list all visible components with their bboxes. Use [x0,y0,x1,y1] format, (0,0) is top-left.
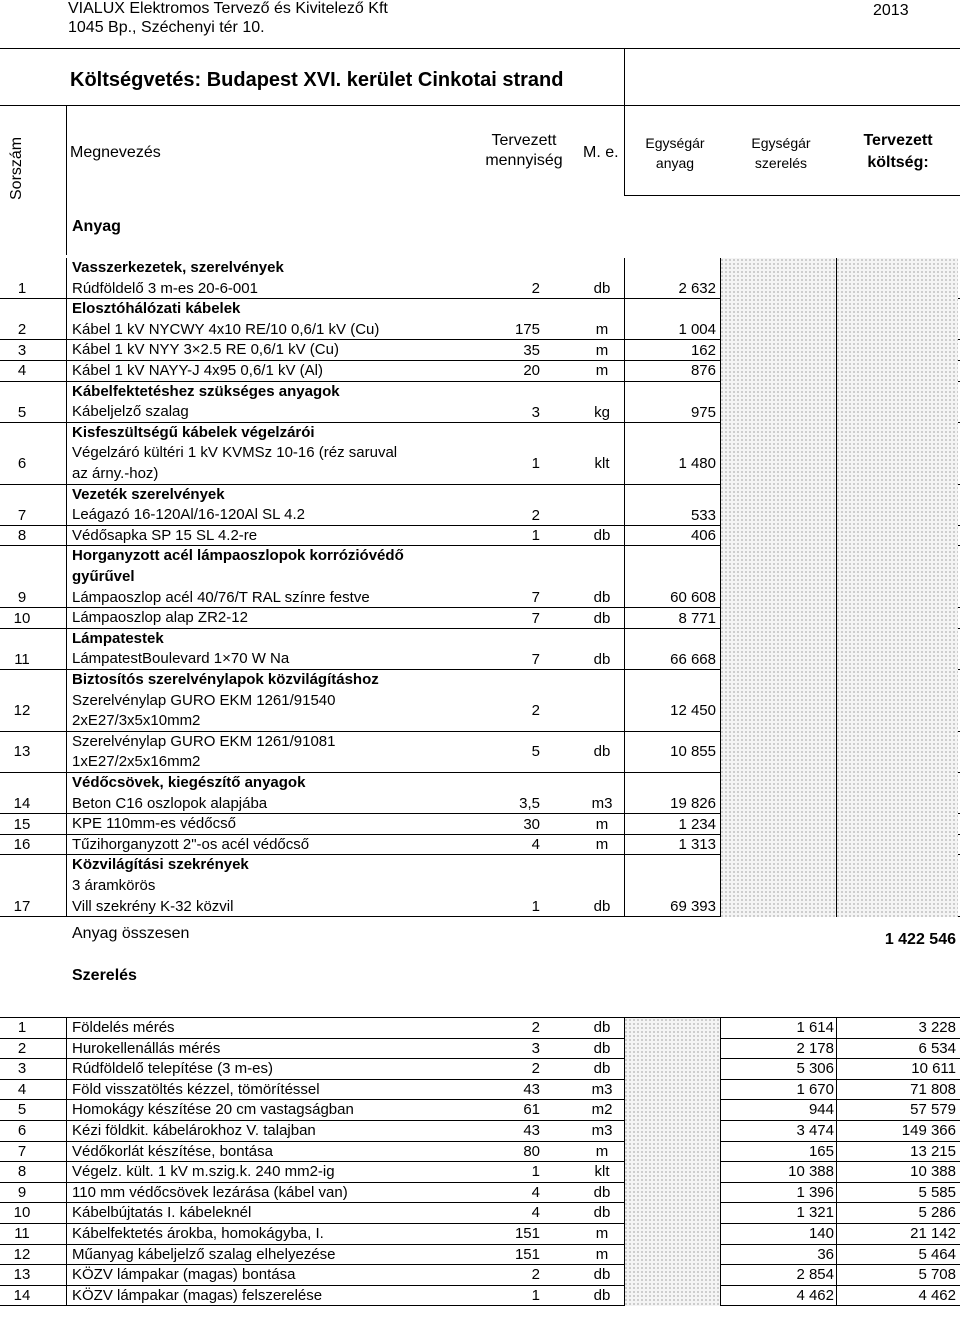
row-name: Kábel 1 kV NAYY-J 4x95 0,6/1 kV (Al) [72,362,323,379]
row-unit-price-material: 1 480 [678,455,716,472]
row-number: 11 [14,650,30,668]
row-name: Földelés mérés [72,1019,175,1036]
row-number: 8 [17,1163,27,1181]
group-heading: Védőcsövek, kiegészítő anyagok [72,774,306,791]
group-heading: Elosztóhálózati kábelek [72,300,241,318]
row-quantity: 1 [531,455,540,472]
row-number: 17 [13,897,31,915]
row-unit: db [593,1183,611,1201]
row-total-cost: 5 286 [918,1204,956,1222]
col-mennyiseg-2: mennyiség [485,152,563,169]
row-number: 7 [17,506,27,524]
col-koltseg-1: Tervezett [863,132,933,149]
company-address: 1045 Bp., Széchenyi tér 10. [68,19,265,36]
row-rule [0,1161,960,1162]
row-unit: db [593,1019,611,1036]
row-name: Beton C16 oszlopok alapjába [72,794,268,812]
row-number: 2 [17,1039,27,1057]
row-quantity: 151 [514,1225,540,1242]
row-rule [0,1223,960,1224]
row-unit: db [593,1286,611,1304]
row-name: KÖZV lámpakar (magas) bontása [72,1266,296,1284]
row-quantity: 4 [531,1204,540,1222]
summary-label: Anyag összesen [72,925,190,943]
row-unit-price-labor: 944 [808,1101,834,1119]
header-rule [624,105,625,195]
row-quantity: 2 [531,1266,540,1284]
col-mennyiseg-1: Tervezett [491,132,557,149]
row-total-cost: 71 808 [910,1080,956,1098]
row-unit: m [595,321,609,339]
row-unit-price-labor: 1 614 [796,1019,834,1036]
row-total-cost: 5 708 [918,1266,956,1284]
row-unit-price-material: 406 [690,527,716,545]
group-heading: Biztosítós szerelvénylapok közvilágításhoz [72,671,379,688]
row-name: Homokágy készítése 20 cm vastagságban [72,1101,354,1119]
row-unit: m [595,1225,609,1242]
row-quantity: 2 [531,1060,540,1078]
row-unit: db [593,743,611,761]
row-quantity: 7 [531,609,540,627]
row-unit: kg [594,403,610,421]
row-name: Szerelvénylap GURO EKM 1261/91081 [72,732,336,750]
row-number: 6 [17,1122,27,1139]
row-unit-price-material: 66 668 [670,650,716,668]
row-unit-price-labor: 1 670 [796,1080,834,1098]
row-number: 9 [17,1183,27,1201]
row-name: Kábeljelző szalag [72,403,189,421]
row-unit-price-material: 162 [690,341,716,359]
row-unit-price-material: 1 004 [678,321,716,339]
row-unit-price-material: 876 [690,362,716,380]
row-total-cost: 13 215 [910,1142,956,1160]
row-number: 10 [13,609,31,627]
row-quantity: 1 [531,897,540,915]
row-unit-price-labor: 3 474 [796,1122,834,1139]
row-unit-price-material: 1 234 [678,815,716,833]
row-name: Leágazó 16-120Al/16-120Al SL 4.2 [72,506,305,524]
header-rule [66,105,67,255]
col-koltseg-2: költség: [867,154,929,171]
row-quantity: 2 [531,702,540,720]
row-quantity: 7 [531,588,540,606]
row-name: Kábel 1 kV NYCWY 4x10 RE/10 0,6/1 kV (Cu) [72,320,380,338]
row-number: 4 [17,1080,27,1098]
column-rule [720,1018,721,1306]
group-heading: Kisfeszültségű kábelek végelzárói [72,423,315,441]
row-rule [0,1244,960,1245]
row-unit: m3 [591,1080,613,1098]
group-heading: gyűrűvel [72,568,135,585]
row-total-cost: 4 462 [918,1286,956,1304]
section-title-szereles: Szerelés [72,967,137,985]
column-rule [836,1018,837,1306]
row-number: 6 [17,455,27,472]
row-unit: db [593,1204,611,1222]
row-quantity: 30 [523,815,540,833]
row-rule [0,1305,960,1306]
row-name: 2xE27/3x5x10mm2 [72,712,201,730]
row-name: Végelz. kült. 1 kV m.szig.k. 240 mm2-ig [72,1163,335,1181]
row-unit-price-labor: 5 306 [796,1060,834,1078]
summary-total: 1 422 546 [884,931,956,949]
row-unit: db [593,527,611,545]
row-unit: db [593,1039,611,1057]
row-rule [0,1079,960,1080]
row-number: 2 [17,321,27,339]
row-number: 1 [17,279,27,297]
row-number: 7 [17,1142,27,1160]
row-total-cost: 10 388 [910,1163,956,1181]
row-unit: m [595,362,609,380]
row-rule [0,1182,960,1183]
row-total-cost: 21 142 [910,1225,956,1242]
row-name: Rúdföldelő telepítése (3 m-es) [72,1060,273,1078]
row-number: 8 [17,527,27,545]
row-unit: m [595,815,609,833]
row-number: 5 [17,1101,27,1119]
row-total-cost: 6 534 [918,1039,956,1057]
row-name: KPE 110mm-es védőcső [72,815,236,833]
header-rule [0,48,960,49]
row-unit-price-labor: 1 396 [796,1183,834,1201]
row-quantity: 3 [531,403,540,421]
row-quantity: 43 [523,1122,540,1139]
col-szereles-2: szerelés [754,155,808,171]
row-name: Védősapka SP 15 SL 4.2-re [72,526,258,544]
row-name: Kézi földkit. kábelárokhoz V. talajban [72,1122,316,1139]
header-rule [624,48,625,105]
col-anyag-1: Egységár [645,135,705,151]
row-unit: m3 [591,1122,613,1139]
row-unit: db [593,279,611,297]
group-heading: Lámpatestek [72,629,164,647]
row-number: 3 [17,341,27,359]
row-name: KÖZV lámpakar (magas) felszerelése [72,1286,323,1304]
row-number: 13 [13,743,31,761]
row-unit-price-labor: 165 [808,1142,834,1160]
row-rule [0,1058,960,1059]
row-name: Kábel 1 kV NYY 3×2.5 RE 0,6/1 kV (Cu) [72,341,339,359]
row-name: Végelzáró kültéri 1 kV KVMSz 10-16 (réz saruval [72,444,398,462]
row-unit-price-material: 533 [690,506,716,524]
row-quantity: 2 [531,506,540,524]
row-unit-price-material: 1 313 [678,836,716,854]
shaded-cell [624,1018,720,1306]
row-unit-price-labor: 1 321 [796,1204,834,1222]
row-rule [0,1099,960,1100]
shaded-cell [836,258,958,917]
row-quantity: 4 [531,836,540,854]
row-rule [0,1141,960,1142]
row-name: Hurokellenállás mérés [72,1039,221,1057]
row-unit-price-material: 19 826 [670,794,716,812]
row-total-cost: 57 579 [910,1101,956,1119]
row-name: Lámpaoszlop acél 40/76/T RAL színre festve [72,588,370,606]
row-quantity: 43 [523,1080,540,1098]
row-unit-price-material: 60 608 [670,588,716,606]
row-number: 14 [13,794,31,812]
row-unit: m3 [591,794,613,812]
row-rule [0,1285,960,1286]
row-unit: db [593,1060,611,1078]
row-unit: db [593,1266,611,1284]
row-quantity: 3,5 [519,794,540,812]
row-unit-price-material: 12 450 [670,702,716,720]
row-total-cost: 5 464 [918,1245,956,1263]
row-unit-price-labor: 36 [817,1245,834,1263]
row-name: Föld visszatöltés kézzel, tömörítéssel [72,1080,320,1098]
row-name: az árny.-hoz) [72,465,159,482]
row-name: Rúdföldelő 3 m-es 20-6-001 [72,279,258,297]
row-name: 110 mm védőcsövek lezárása (kábel van) [72,1183,348,1201]
group-heading: Vezeték szerelvények [72,485,225,503]
column-rule [836,258,837,917]
row-quantity: 4 [531,1183,540,1201]
row-name: LámpatestBoulevard 1×70 W Na [72,650,290,668]
row-unit: m [595,1142,609,1160]
row-unit: db [593,588,611,606]
row-unit-price-material: 2 632 [678,279,716,297]
row-unit-price-material: 10 855 [670,743,716,761]
row-quantity: 175 [514,321,540,339]
row-name: 1xE27/2x5x16mm2 [72,753,201,771]
document-year: 2013 [873,2,909,19]
row-unit-price-labor: 2 854 [796,1266,834,1284]
row-total-cost: 10 611 [911,1060,956,1078]
group-heading: Horganyzott acél lámpaoszlopok korrózióvédő [72,547,404,565]
row-number: 4 [17,362,27,380]
row-unit: m [595,1245,609,1263]
row-quantity: 3 [531,1039,540,1057]
row-number: 5 [17,403,27,421]
header-rule [0,105,960,106]
column-rule [720,258,721,917]
row-quantity: 2 [531,1019,540,1036]
row-rule [0,1120,960,1121]
group-heading: Közvilágítási szekrények [72,856,249,874]
row-number: 16 [13,836,31,854]
row-unit-price-material: 69 393 [670,897,716,915]
group-subheading: 3 áramkörös [72,877,156,894]
row-number: 10 [13,1204,31,1222]
column-rule [624,258,625,917]
row-quantity: 7 [531,650,540,668]
col-anyag-2: anyag [655,155,695,171]
row-quantity: 61 [523,1101,540,1119]
row-unit-price-labor: 140 [808,1225,834,1242]
row-number: 14 [13,1286,31,1304]
row-quantity: 80 [523,1142,540,1160]
row-name: Lámpaoszlop alap ZR2-12 [72,609,248,627]
row-quantity: 1 [531,1163,540,1181]
group-heading: Kábelfektetéshez szükséges anyagok [72,382,340,400]
row-total-cost: 3 228 [918,1019,956,1036]
row-number: 15 [13,815,31,833]
row-number: 1 [17,1019,27,1036]
row-number: 12 [13,1245,31,1263]
row-number: 12 [13,702,31,720]
row-number: 13 [13,1266,31,1284]
row-rule [0,1202,960,1203]
row-name: Vill szekrény K-32 közvil [72,897,234,915]
row-quantity: 2 [531,279,540,297]
row-quantity: 20 [523,362,540,380]
row-total-cost: 5 585 [918,1183,956,1201]
row-rule [0,1038,960,1039]
shaded-cell [720,258,836,917]
row-name: Kábelfektetés árokba, homokágyba, I. [72,1225,324,1242]
col-megnevezes: Megnevezés [70,144,161,161]
col-sorszam: Sorszám [8,136,25,200]
page-title: Költségvetés: Budapest XVI. kerület Cinkotai strand [70,69,564,91]
row-unit: m [595,341,609,359]
row-quantity: 35 [523,341,540,359]
section-title-anyag: Anyag [72,218,121,235]
row-unit-price-labor: 4 462 [796,1286,834,1304]
row-unit: db [593,897,611,915]
row-total-cost: 149 366 [901,1122,956,1139]
row-unit-price-labor: 2 178 [796,1039,834,1057]
row-number: 11 [14,1225,30,1242]
column-rule [66,1018,67,1306]
row-name: Kábelbújtatás I. kábeleknél [72,1204,252,1222]
company-name: VIALUX Elektromos Tervező és Kivitelező Kft [68,0,388,17]
col-me: M. e. [583,144,619,161]
row-unit: klt [594,1163,610,1181]
row-unit-price-labor: 10 388 [788,1163,834,1181]
row-name: Műanyag kábeljelző szalag elhelyezése [72,1245,336,1263]
row-name: Tűzihorganyzott 2"-os acél védőcső [72,835,310,853]
row-quantity: 1 [531,527,540,545]
row-unit: klt [594,455,610,472]
row-name: Szerelvénylap GURO EKM 1261/91540 [72,691,336,709]
column-rule [624,1018,625,1306]
row-quantity: 151 [514,1245,540,1263]
row-unit: m [595,836,609,854]
row-unit: db [593,650,611,668]
col-szereles-1: Egységár [751,135,811,151]
row-unit: db [593,609,611,627]
header-rule [624,195,960,196]
row-unit: m2 [591,1101,613,1119]
row-number: 3 [17,1060,27,1078]
row-quantity: 5 [531,743,540,761]
group-heading: Vasszerkezetek, szerelvények [72,259,284,276]
column-rule [66,258,67,917]
row-quantity: 1 [531,1286,540,1304]
row-number: 9 [17,588,27,606]
row-name: Védőkorlát készítése, bontása [72,1142,273,1160]
row-rule [0,1017,960,1018]
row-unit-price-material: 975 [690,403,716,421]
row-unit-price-material: 8 771 [678,609,716,627]
